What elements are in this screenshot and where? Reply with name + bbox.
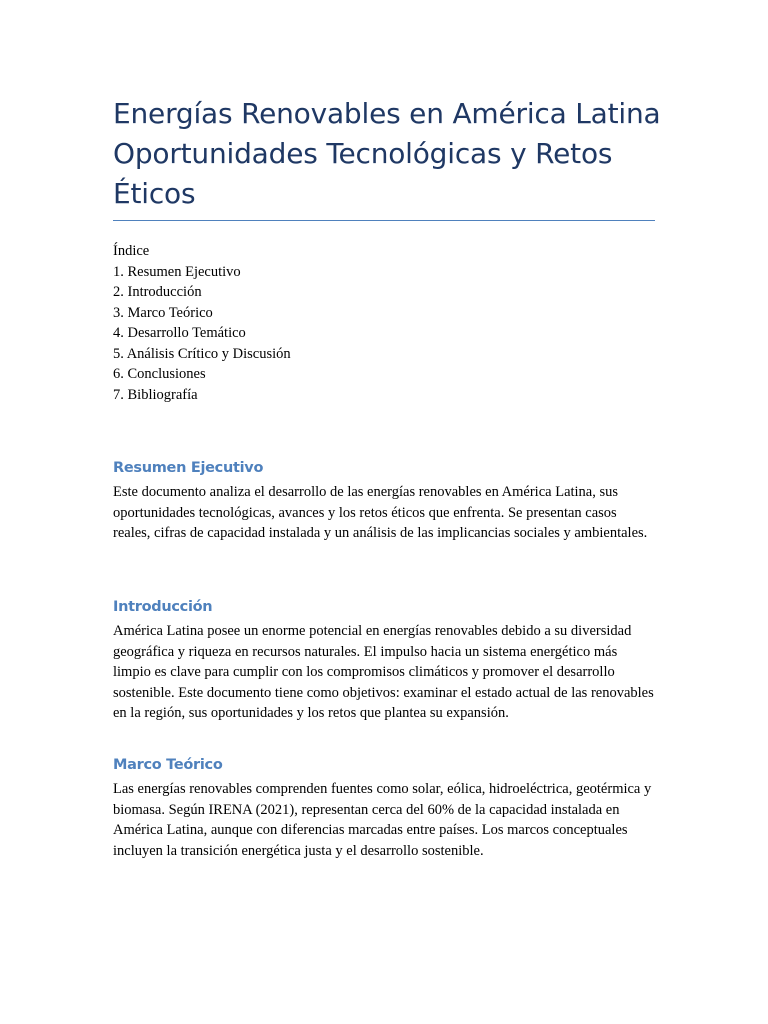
title-divider <box>113 220 655 221</box>
title-line-2: Oportunidades Tecnológicas y Retos <box>113 137 613 170</box>
section-body: América Latina posee un enorme potencial en energías renovables debido a su diversidad geográfica y riqueza en recursos naturales. El impulso hacia un sistema energético más limpio es clave para cumplir con los compromisos climáticos y promover el desarrollo sostenible. Este documento tiene como objetivos: examinar el estado actual de las renovables en la región, sus oportunidades y los retos que plantea su expansión. <box>113 623 654 722</box>
title-line-3: Éticos <box>113 177 196 210</box>
section-body: Las energías renovables comprenden fuentes como solar, eólica, hidroeléctrica, geotérmica y biomasa. Según IRENA (2021), representan cerca del 60% de la capacidad instalada en América Latina, aunque con diferencias marcadas entre países. Los marcos conceptuales incluyen la transición energética justa y el desarrollo sostenible. <box>113 781 652 859</box>
toc-item-analisis: 5. Análisis Crítico y Discusión <box>113 345 291 362</box>
section-heading: Marco Teórico <box>113 757 223 773</box>
section-heading: Resumen Ejecutivo <box>113 460 264 476</box>
toc-item-conclusiones: 6. Conclusiones <box>113 366 206 382</box>
section-body: Este documento analiza el desarrollo de las energías renovables en América Latina, sus oportunidades tecnológicas, avances y los retos éticos que enfrenta. Se presentan casos reales, cifras de capacidad instalada y un análisis de las implicancias sociales y ambientales. <box>113 484 648 542</box>
section-heading: Introducción <box>113 599 213 615</box>
toc-item-bibliografia: 7. Bibliografía <box>113 386 198 403</box>
table-of-contents <box>113 241 291 405</box>
toc-item-introduccion: 2. Introducción <box>113 284 202 300</box>
section-resumen-ejecutivo <box>113 458 655 544</box>
title-line-1: Energías Renovables en América Latina <box>113 97 661 130</box>
toc-item-resumen: 1. Resumen Ejecutivo <box>113 263 241 280</box>
toc-heading: Índice <box>113 243 150 259</box>
toc-item-marco: 3. Marco Teórico <box>113 304 213 321</box>
document-title <box>113 94 673 214</box>
toc-item-desarrollo: 4. Desarrollo Temático <box>113 325 246 341</box>
section-introduccion <box>113 597 655 724</box>
section-marco-teorico <box>113 755 655 861</box>
